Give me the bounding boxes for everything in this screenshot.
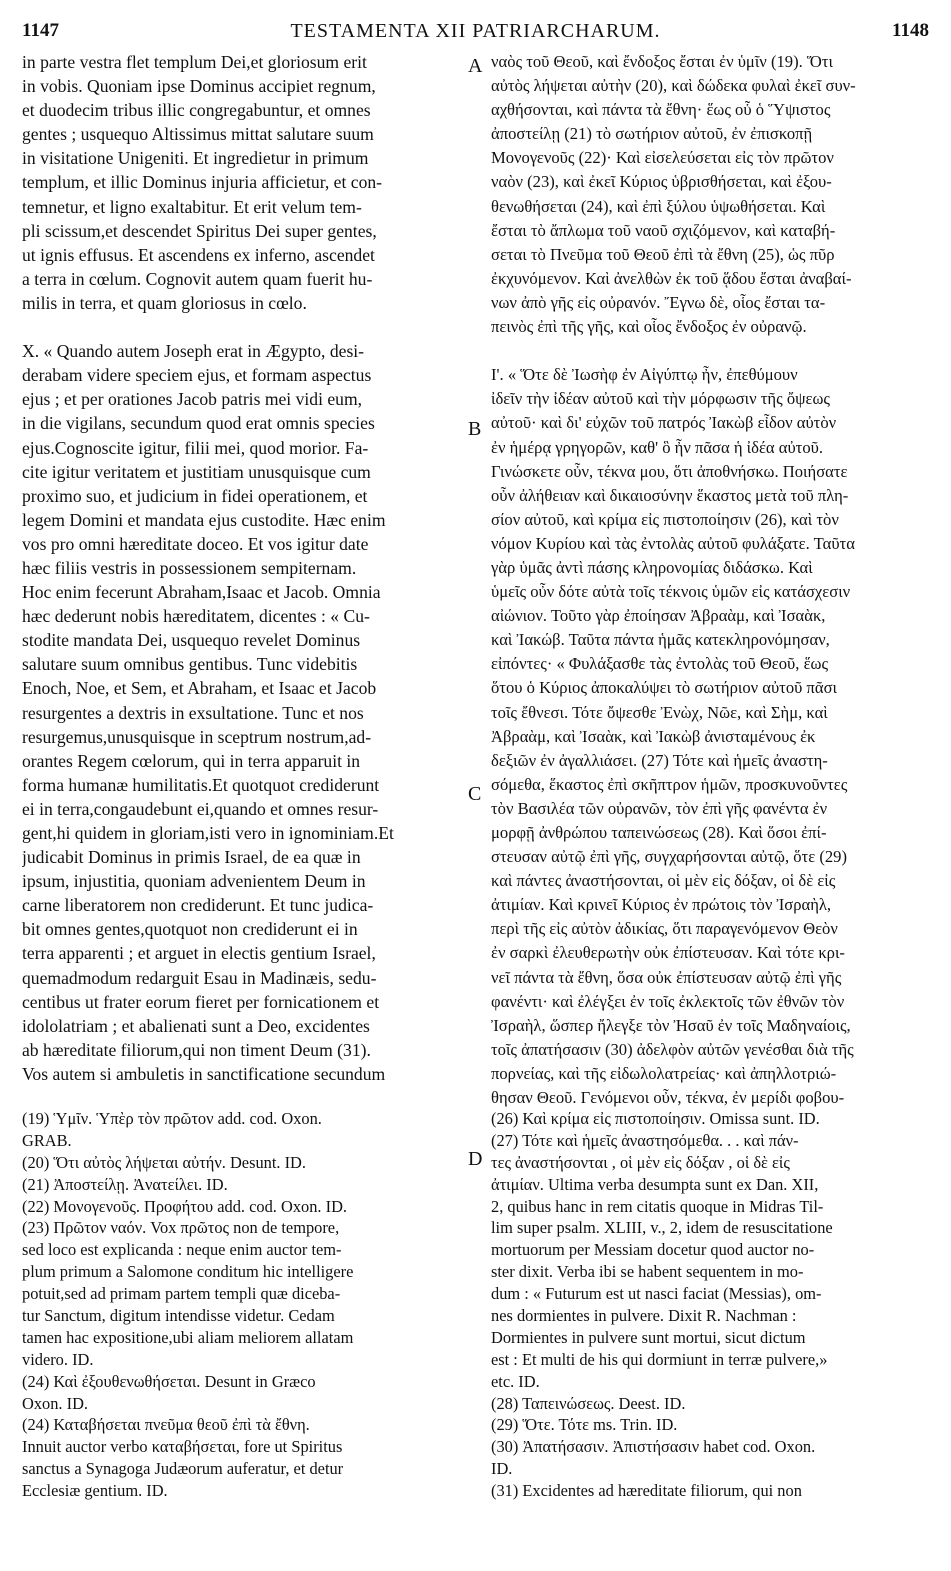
footnote-line: (23) Πρῶτον ναόν. Vox πρῶτος non de tempore, bbox=[22, 1218, 340, 1238]
latin-text-line: hæc dederunt nobis hæreditatem, dicentes : « Cu- bbox=[22, 606, 370, 627]
running-title: TESTAMENTA XII PATRIARCHARUM. bbox=[290, 20, 661, 42]
greek-text-line: νων ἀπὸ γῆς εἰς οὐρανόν. Ἔγνω δὲ, οἷος ἔσται τα- bbox=[491, 292, 826, 312]
footnote-line: (28) Ταπεινώσεως. Deest. ID. bbox=[491, 1393, 686, 1413]
latin-text-line: derabam videre speciem ejus, et formam aspectus bbox=[22, 365, 372, 386]
latin-text-line: stodite mandata Dei, usquequo revelet Dominus bbox=[22, 630, 361, 651]
latin-column bbox=[22, 50, 466, 1086]
latin-text-line: gentes ; usquequo Altissimus mittat salutare suum bbox=[22, 124, 374, 145]
latin-text-line bbox=[22, 315, 466, 339]
latin-text-line: cite igitur veritatem et justitiam unusquisque cum bbox=[22, 461, 371, 482]
footnotes-left bbox=[22, 1108, 466, 1502]
latin-text-line: ejus ; et per orationes Jacob patris mei vidi eum, bbox=[22, 389, 363, 410]
greek-text-line: ἰδεῖν τὴν ἰδέαν αὐτοῦ καὶ τὴν μόρφωσιν τῆς ὄψεως bbox=[491, 389, 830, 409]
latin-text-line: et duodecim tribus illic congregabuntur, et omnes bbox=[22, 100, 371, 121]
greek-text-line: ἐκχυνόμενον. Καὶ ἀνελθὼν ἐκ τοῦ ᾅδου ἔσται ἀναβαί- bbox=[491, 268, 852, 288]
footnote-line: (24) Καὶ ἐξουθενωθήσεται. Desunt in Græco bbox=[22, 1371, 316, 1391]
footnote-line: videro. ID. bbox=[22, 1349, 94, 1369]
greek-text-line: δεξιῶν ἐν ἀγαλλιάσει. (27) Τότε καὶ ἡμεῖς ἀναστη- bbox=[491, 750, 828, 770]
margin-letter-a: A bbox=[468, 55, 483, 77]
greek-text-line: ἐν σαρκὶ ἐλευθερωτὴν οὐκ ἐπίστευσαν. Καὶ τότε κρι- bbox=[491, 943, 845, 963]
greek-text-line: Ι'. « Ὅτε δὲ Ἰωσὴφ ἐν Αἰγύπτῳ ἦν, ἐπεθύμουν bbox=[491, 365, 798, 385]
greek-text-line: ὑμεῖς οὖν δότε αὐτὰ τοῖς τέκνοις ὑμῶν εἰς κατάσχεσιν bbox=[491, 582, 851, 602]
greek-text-line: νεῖ πάντα τὰ ἔθνη, ὅσα οὐκ ἐπίστευσαν αὐτῷ ἐπὶ γῆς bbox=[491, 967, 842, 987]
footnote-line: GRAB. bbox=[22, 1130, 72, 1150]
latin-text-line: legem Domini et mandata ejus custodite. Hæc enim bbox=[22, 509, 386, 530]
footnote-line: plum primum a Salomone conditum hic intelligere bbox=[22, 1262, 354, 1282]
greek-text-line: καὶ πάντες ἀναστήσονται, οἱ μὲν εἰς δόξαν, οἱ δὲ εἰς bbox=[491, 871, 836, 891]
footnote-line: potuit,sed ad primam partem templi quæ diceba- bbox=[22, 1284, 341, 1304]
footnote-line: ID. bbox=[491, 1459, 513, 1479]
footnote-line: Ecclesiæ gentium. ID. bbox=[22, 1481, 168, 1501]
greek-text-line: μορφῇ ἀνθρώπου ταπεινώσεως (28). Καὶ ὅσοι ἐπί- bbox=[491, 823, 827, 842]
latin-text-line: resurgemus,unusquisque in sceptrum nostrum,ad- bbox=[22, 726, 372, 747]
footnote-line: (21) Ἀποστείλῃ. Ἀνατείλει. ID. bbox=[22, 1174, 228, 1194]
footnote-line: (19) Ὑμῖν. Ὑπὲρ τὸν πρῶτον add. cod. Oxon. bbox=[22, 1109, 322, 1128]
page-number-right: 1148 bbox=[892, 20, 929, 41]
greek-text-line: τοῖς ἔθνεσι. Τότε ὄψεσθε Ἐνὼχ, Νῶε, καὶ Σὴμ, καὶ bbox=[491, 702, 828, 722]
latin-text-line: bit omnes gentes,quotquot non crediderunt ei in bbox=[22, 919, 358, 940]
latin-text-line: forma humanæ humilitatis.Et quotquot crediderunt bbox=[22, 774, 380, 795]
greek-text-line: καὶ Ἰακώβ. Ταῦτα πάντα ἡμᾶς κατεκληρονόμησαν, bbox=[491, 630, 830, 650]
greek-text-line: εἰπόντες· « Φυλάξασθε τὰς ἐντολὰς τοῦ Θεοῦ, ἕως bbox=[491, 654, 829, 674]
latin-text-line: Hoc enim fecerunt Abraham,Isaac et Jacob. Omnia bbox=[22, 582, 381, 603]
greek-text-line: περὶ τῆς εἰς αὐτὸν ἀδικίας, ὅτι παραγενόμενον Θεὸν bbox=[491, 919, 838, 939]
greek-text-line: θενωθήσεται (24), καὶ ἐπὶ ξύλου ὑψωθήσεται. Καὶ bbox=[491, 196, 826, 216]
greek-text-line: σίον αὐτοῦ, καὶ κρίμα εἰς πιστοποίησιν (26), καὶ τὸν bbox=[491, 509, 839, 529]
latin-text-line: in parte vestra flet templum Dei,et gloriosum erit bbox=[22, 52, 367, 72]
footnote-line: est : Et multi de his qui dormiunt in terræ pulvere,» bbox=[491, 1349, 828, 1369]
margin-letter-b: B bbox=[468, 418, 482, 440]
greek-text-line: αὐτὸς λήψεται αὐτὴν (20), καὶ δώδεκα φυλαὶ ἐκεῖ συν- bbox=[491, 76, 856, 96]
latin-text-line: carne liberatorem non crediderunt. Et tunc judica- bbox=[22, 895, 374, 916]
footnote-line: τες ἀναστήσονται , οἱ μὲν εἰς δόξαν , οἱ δὲ εἰς bbox=[491, 1152, 790, 1172]
footnotes-right bbox=[491, 1108, 931, 1502]
greek-text-line: Μονογενοῦς (22)· Καὶ εἰσελεύσεται εἰς τὸν πρῶτον bbox=[491, 148, 834, 168]
latin-text-line: a terra in cœlum. Cognovit autem quam fuerit hu- bbox=[22, 268, 373, 289]
footnote-line: (20) Ὅτι αὐτὸς λήψεται αὐτήν. Desunt. ID. bbox=[22, 1152, 306, 1172]
greek-text-line: θησαν Θεοῦ. Γενόμενοι οὖν, τέκνα, ἐν μερίδι φοβου- bbox=[491, 1088, 845, 1108]
page-number-left: 1147 bbox=[22, 20, 59, 41]
latin-text-line: templum, et illic Dominus injuria afficietur, et con- bbox=[22, 172, 383, 193]
footnote-line: dum : « Futurum est ut nasci faciat (Messias), om- bbox=[491, 1284, 822, 1304]
footnote-line: etc. ID. bbox=[491, 1371, 540, 1391]
footnote-line: (30) Ἀπατήσασιν. Ἀπιστήσασιν habet cod. Oxon. bbox=[491, 1437, 816, 1457]
greek-text-line: νόμον Κυρίου καὶ τὰς ἐντολὰς αὐτοῦ φυλάξατε. Ταῦτα bbox=[491, 533, 855, 553]
greek-text-line: πορνείας, καὶ τῆς εἰδωλολατρείας· καὶ ἀπηλλοτριώ- bbox=[491, 1063, 837, 1083]
latin-text-line: proximo suo, et judicium in fidei operationem, et bbox=[22, 485, 368, 506]
latin-text-line: gent,hi quidem in gloriam,isti vero in ignominiam.Et bbox=[22, 823, 394, 843]
latin-text-line: ipsum, injustitia, quoniam advenientem Deum in bbox=[22, 871, 366, 892]
latin-text-line: terra apparenti ; et arguet in electis gentium Israel, bbox=[22, 943, 376, 964]
latin-text-line: temnetur, et ligno exaltabitur. Et erit velum tem- bbox=[22, 196, 362, 217]
greek-text-line: σεται τὸ Πνεῦμα τοῦ Θεοῦ ἐπὶ τὰ ἔθνη (25), ὡς πῦρ bbox=[491, 244, 835, 264]
latin-text-line: ejus.Cognoscite igitur, filii mei, quod morior. Fa- bbox=[22, 437, 369, 458]
footnote-line: (31) Excidentes ad hæreditate filiorum, qui non bbox=[491, 1481, 802, 1501]
greek-text-line: φανέντι· καὶ ἐλέγξει ἐν τοῖς ἐκλεκτοῖς τῶν ἐθνῶν τὸν bbox=[491, 991, 845, 1011]
greek-text-line: ναὸν (23), καὶ ἐκεῖ Κύριος ὑβρισθήσεται, καὶ ἐξου- bbox=[491, 172, 832, 192]
greek-text-line: οὖν ἀλήθειαν καὶ δικαιοσύνην ἕκαστος μετὰ τοῦ πλη- bbox=[491, 485, 849, 505]
latin-text-line: ei in terra,congaudebunt ei,quando et omnes resur- bbox=[22, 798, 379, 819]
margin-letter-c: C bbox=[468, 783, 482, 805]
page-header bbox=[0, 14, 951, 44]
latin-text-line: hæc filiis vestris in possessionem sempiternam. bbox=[22, 557, 357, 578]
latin-text-line: quemadmodum redarguit Esau in Madinæis, sedu- bbox=[22, 967, 377, 988]
latin-text-line: ut ignis effusus. Et ascendens ex inferno, ascendet bbox=[22, 244, 375, 265]
footnote-line: (29) Ὅτε. Τότε ms. Trin. ID. bbox=[491, 1415, 678, 1435]
greek-text-line: ὅτου ὁ Κύριος ἀποκαλύψει τὸ σωτήριον αὐτοῦ πᾶσι bbox=[491, 678, 837, 698]
greek-text-line: ἔσται τὸ ἄπλωμα τοῦ ναοῦ σχιζόμενον, καὶ καταβή- bbox=[491, 220, 836, 240]
latin-text-line: orantes Regem cœlorum, qui in terra apparuit in bbox=[22, 750, 361, 771]
greek-text-line: Γινώσκετε οὖν, τέκνα μου, ὅτι ἀποθνήσκω. Ποιήσατε bbox=[491, 461, 848, 481]
margin-letter-d: D bbox=[468, 1148, 483, 1170]
greek-text-line: αἰώνιον. Τοῦτο γὰρ ἐποίησαν Ἀβραὰμ, καὶ Ἰσαὰκ, bbox=[491, 606, 826, 626]
footnote-line: (22) Μονογενοῦς. Προφήτου add. cod. Oxon. ID. bbox=[22, 1196, 348, 1216]
footnote-line: 2, quibus hanc in rem citatis quoque in Midras Til- bbox=[491, 1196, 824, 1216]
greek-text-line: σόμεθα, ἕκαστος ἐπὶ σκῆπτρον ἡμῶν, προσκυνοῦντες bbox=[491, 774, 848, 794]
greek-text-line: τὸν Βασιλέα τῶν οὐρανῶν, τὸν ἐπὶ γῆς φανέντα ἐν bbox=[491, 798, 828, 818]
latin-text-line: in vobis. Quoniam ipse Dominus accipiet regnum, bbox=[22, 76, 376, 97]
footnote-line: Innuit auctor verbo καταβήσεται, fore ut Spiritus bbox=[22, 1437, 343, 1457]
greek-text-line: τοῖς ἀπατήσασιν (30) ἀδελφὸν αὐτῶν γενέσθαι διὰ τῆς bbox=[491, 1039, 854, 1059]
latin-text-line: milis in terra, et quam gloriosus in cœlo. bbox=[22, 292, 307, 313]
latin-text-line: resurgentes a dextris in exsultatione. Tunc et nos bbox=[22, 702, 364, 723]
latin-text-line: idololatriam ; et abalienati sunt a Deo, excidentes bbox=[22, 1015, 370, 1036]
latin-text-line: X. « Quando autem Joseph erat in Ægypto, desi- bbox=[22, 341, 365, 362]
greek-text-line: ἐν ἡμέρᾳ γρηγορῶν, καθ' ὃ ἦν πᾶσα ἡ ἰδέα αὐτοῦ. bbox=[491, 437, 823, 457]
footnote-line: nes dormientes in pulvere. Dixit R. Nachman : bbox=[491, 1306, 797, 1326]
latin-text-line: salutare suum omnibus gentibus. Tunc videbitis bbox=[22, 654, 358, 675]
greek-column bbox=[491, 50, 931, 1110]
footnote-line: mortuorum per Messiam docetur quod auctor no- bbox=[491, 1240, 815, 1260]
footnote-line: Dormientes in pulvere sunt mortui, sicut dictum bbox=[491, 1327, 806, 1347]
greek-text-line: αχθήσονται, καὶ πάντα τὰ ἔθνη· ἕως οὗ ὁ Ὕψιστος bbox=[491, 100, 831, 120]
latin-text-line: pli scissum,et descendet Spiritus Dei super gentes, bbox=[22, 220, 377, 241]
latin-text-line: ab hæreditate filiorum,qui non timent Deum (31). bbox=[22, 1039, 371, 1060]
latin-text-line: Enoch, Noe, et Sem, et Abraham, et Isaac et Jacob bbox=[22, 678, 377, 699]
footnote-line: (26) Καὶ κρίμα εἰς πιστοποίησιν. Omissa sunt. ID. bbox=[491, 1109, 820, 1128]
footnote-line: ἀτιμίαν. Ultima verba desumpta sunt ex Dan. XII, bbox=[491, 1174, 819, 1194]
footnote-line: lim super psalm. XLIII, v., 2, idem de resuscitatione bbox=[491, 1218, 833, 1238]
footnote-line: ster dixit. Verba ibi se habent sequentem in mo- bbox=[491, 1262, 804, 1282]
greek-text-line: ἀτιμίαν. Καὶ κρινεῖ Κύριος ἐν πρώτοις τὸν Ἰσραὴλ, bbox=[491, 895, 832, 915]
latin-text-line: vos pro omni hæreditate doceo. Et vos igitur date bbox=[22, 533, 369, 554]
latin-text-line: centibus ut frater eorum fieret per fornicationem et bbox=[22, 991, 380, 1012]
greek-text-line: Ἰσραὴλ, ὥσπερ ἤλεγξε τὸν Ἠσαῦ ἐν τοῖς Μαδηναίοις, bbox=[491, 1015, 851, 1035]
greek-text-line: πεινὸς ἐπὶ τῆς γῆς, καὶ οἷος ἔνδοξος ἐν οὐρανῷ. bbox=[491, 317, 807, 337]
footnote-line: tamen hac expositione,ubi aliam meliorem allatam bbox=[22, 1327, 354, 1347]
footnote-line: sanctus a Synagoga Judæorum auferatur, et detur bbox=[22, 1459, 344, 1479]
greek-text-line: Ἀβραὰμ, καὶ Ἰσαὰκ, καὶ Ἰακὼβ ἀνισταμένους ἐκ bbox=[491, 726, 816, 746]
footnote-line: sed loco est explicanda : neque enim auctor tem- bbox=[22, 1240, 342, 1260]
footnote-line: (24) Καταβήσεται πνεῦμα θεοῦ ἐπὶ τὰ ἔθνη. bbox=[22, 1415, 310, 1435]
greek-text-line: γὰρ ὑμᾶς ἀντὶ πάσης κληρονομίας διδάσκω. Καὶ bbox=[491, 557, 813, 577]
latin-text-line: in visitatione Unigeniti. Et ingredietur in primum bbox=[22, 148, 369, 169]
footnote-line: Oxon. ID. bbox=[22, 1393, 89, 1413]
footnote-line: (27) Τότε καὶ ἡμεῖς ἀναστησόμεθα. . . καὶ πάν- bbox=[491, 1130, 799, 1150]
greek-text-line: αὐτοῦ· καὶ δι' εὐχῶν τοῦ πατρός Ἰακὼβ εἶδον αὐτὸν bbox=[491, 413, 837, 433]
greek-text-line: ἀποστείλῃ (21) τὸ σωτήριον αὐτοῦ, ἐν ἐπισκοπῇ bbox=[491, 124, 813, 144]
greek-text-line bbox=[491, 339, 931, 363]
footnote-line: tur Sanctum, digitum intendisse videtur. Cedam bbox=[22, 1306, 335, 1326]
greek-text-line: ναὸς τοῦ Θεοῦ, καὶ ἔνδοξος ἔσται ἐν ὑμῖν (19). Ὅτι bbox=[491, 52, 833, 71]
greek-text-line: στευσαν αὐτῷ ἐπὶ γῆς, συγχαρήσονται αὐτῷ, ὅτε (29) bbox=[491, 847, 847, 867]
latin-text-line: in die vigilans, secundum quod erat omnis species bbox=[22, 413, 375, 434]
latin-text-line: Vos autem si ambuletis in sanctificatione secundum bbox=[22, 1063, 386, 1084]
latin-text-line: judicabit Dominus in primis Israel, de ea quæ in bbox=[22, 847, 361, 868]
